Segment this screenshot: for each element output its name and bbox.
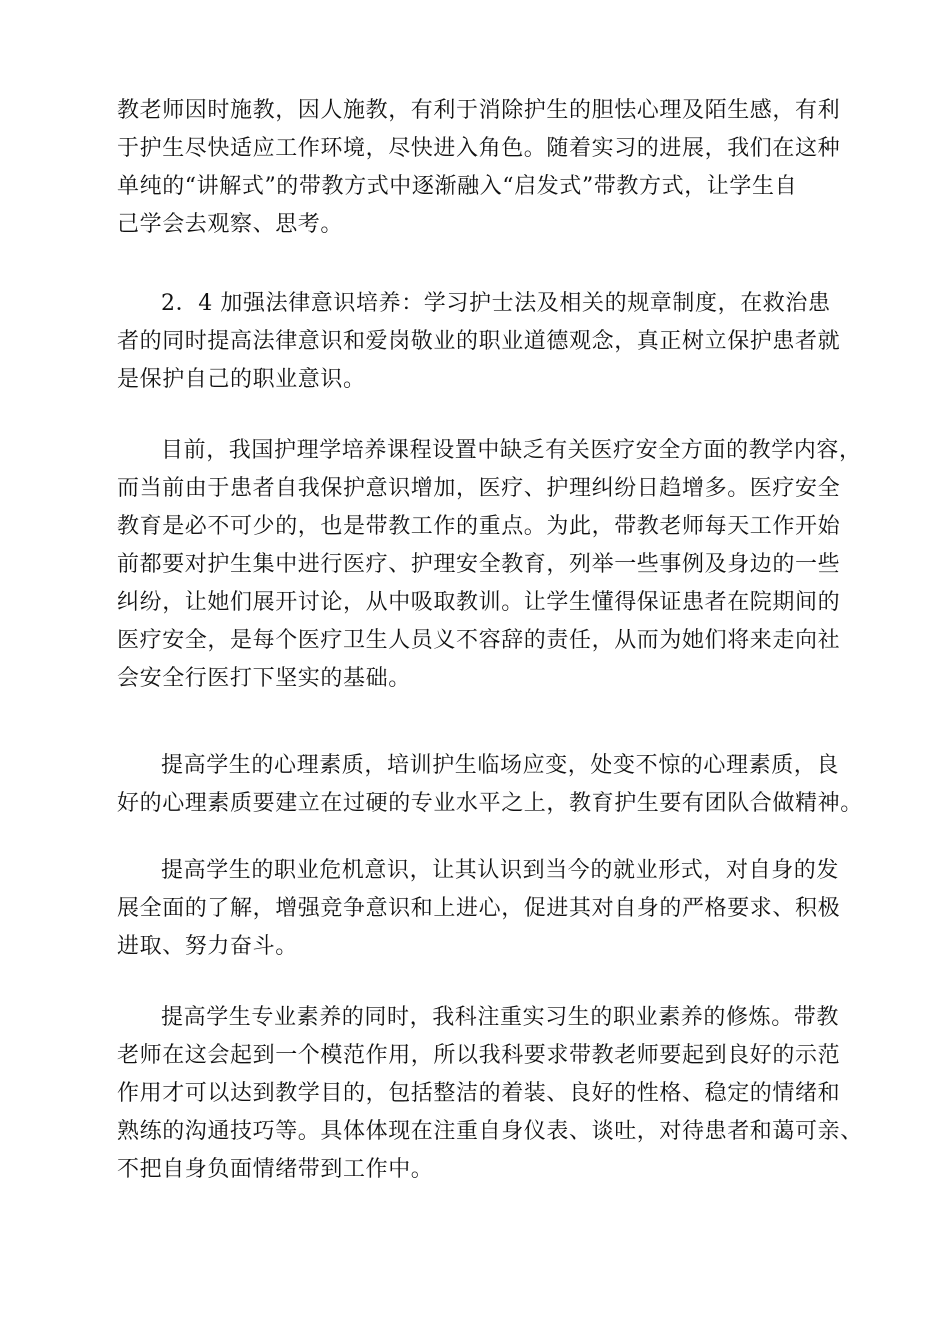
text-line: 目前，我国护理学培养课程设置中缺乏有关医疗安全方面的教学内容， bbox=[161, 438, 862, 463]
paragraph-medical-safety bbox=[117, 432, 862, 698]
text-line: 提高学生的心理素质，培训护生临场应变，处变不惊的心理素质，良 bbox=[161, 753, 840, 778]
paragraph-legal-awareness bbox=[117, 285, 847, 399]
text-line: 2．4 加强法律意识培养：学习护士法及相关的规章制度，在救治患 bbox=[161, 291, 831, 316]
text-line: 不把自身负面情绪带到工作中。 bbox=[117, 1157, 434, 1182]
paragraph-professional-quality bbox=[117, 999, 863, 1189]
text-line: 提高学生的职业危机意识，让其认识到当今的就业形式，对自身的发 bbox=[161, 858, 840, 883]
text-line: 熟练的沟通技巧等。具体体现在注重自身仪表、谈吐，对待患者和蔼可亲、 bbox=[117, 1119, 863, 1144]
text-line: 于护生尽快适应工作环境，尽快进入角色。随着实习的进展，我们在这种 bbox=[117, 136, 841, 161]
text-line: 提高学生专业素养的同时，我科注重实习生的职业素养的修炼。带教 bbox=[161, 1005, 840, 1030]
paragraph-teaching-methods bbox=[117, 92, 847, 244]
text-line: 教老师因时施教，因人施教，有利于消除护生的胆怯心理及陌生感，有利 bbox=[117, 98, 841, 123]
text-line: 纠纷，让她们展开讨论，从中吸取教训。让学生懂得保证患者在院期间的 bbox=[117, 590, 841, 615]
text-line: 会安全行医打下坚实的基础。 bbox=[117, 666, 411, 691]
text-line: 医疗安全，是每个医疗卫生人员义不容辞的责任，从而为她们将来走向社 bbox=[117, 628, 841, 653]
text-line: 是保护自己的职业意识。 bbox=[117, 367, 366, 392]
text-line: 而当前由于患者自我保护意识增加，医疗、护理纠纷日趋增多。医疗安全 bbox=[117, 476, 841, 501]
text-line: 者的同时提高法律意识和爱岗敬业的职业道德观念，真正树立保护患者就 bbox=[117, 329, 841, 354]
text-line: 进取、努力奋斗。 bbox=[117, 934, 298, 959]
text-line: 展全面的了解，增强竞争意识和上进心，促进其对自身的严格要求、积极 bbox=[117, 896, 841, 921]
text-line: 好的心理素质要建立在过硬的专业水平之上，教育护生要有团队合做精神。 bbox=[117, 791, 863, 816]
text-line: 老师在这会起到一个模范作用，所以我科要求带教老师要起到良好的示范 bbox=[117, 1043, 841, 1068]
text-line: 教育是必不可少的，也是带教工作的重点。为此，带教老师每天工作开始 bbox=[117, 514, 841, 539]
paragraph-career-crisis bbox=[117, 852, 847, 966]
paragraph-psychological-quality bbox=[117, 747, 863, 823]
text-line: 前都要对护生集中进行医疗、护理安全教育，列举一些事例及身边的一些 bbox=[117, 552, 841, 577]
text-line: 作用才可以达到教学目的，包括整洁的着装、良好的性格、稳定的情绪和 bbox=[117, 1081, 841, 1106]
text-line: 己学会去观察、思考。 bbox=[117, 212, 344, 237]
text-line: 单纯的“讲解式”的带教方式中逐渐融入“启发式”带教方式，让学生自 bbox=[117, 174, 798, 199]
